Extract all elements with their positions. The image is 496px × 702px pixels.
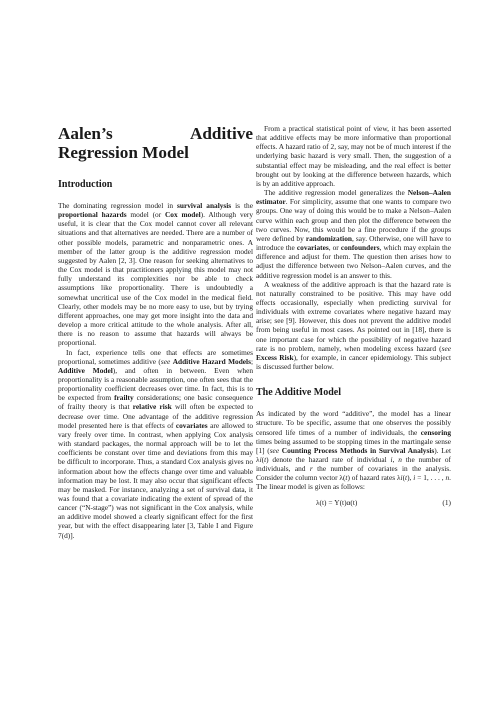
italic-text: r (309, 464, 313, 474)
bold-term: covariates (175, 420, 208, 430)
italic-text: t (405, 473, 408, 483)
text-run: The dominating regression model in (58, 201, 177, 210)
italic-text: t (345, 473, 348, 483)
section-heading-introduction: Introduction (58, 179, 113, 190)
text-run: ), and often in between. Even when proportionality is a reasonable assumption, one often sees that the proportionality coefficient decreases over time. In fact, this is to be expected from (58, 365, 253, 403)
bold-term: survival analysis (177, 201, 232, 210)
text-run: is the (231, 201, 253, 210)
bold-term: Additive Model (58, 365, 113, 375)
bold-term: confounders (340, 243, 380, 253)
paragraph (256, 280, 451, 372)
text-run: ). Although very useful, it is clear that the Cox model cannot cover all relevant situations and that alternatives are needed. There are a number of other possible models, parametric and nonparametric ones. A member of the latter group is the additive regression model suggested by Aalen [2, 3]. One reason for seeking alternatives to the Cox model is that practitioners applying this model may not fully understand its complexities nor be able to check assumptions like proportionality. There is undoubtedly a somewhat uncritical use of the Cox model in the medical field. Clearly, other models may be no more easy to use, but by trying different approaches, one may get more insight into the data and develop a more critical attitude to the whole analysis. After all, there is no reason to assume that hazards will always be proportional. (58, 210, 253, 348)
right-column (256, 124, 451, 507)
text-run: , or (328, 243, 341, 253)
bold-term: frailty (114, 393, 134, 403)
paragraph (256, 409, 451, 491)
text-run: , which may explain the difference and adjust for them. The question then arises how to adjust the difference between two Nelson–Aalen curves, and the additive regression model is an answer to this. (256, 243, 451, 280)
text-run: ; (250, 356, 254, 366)
section-heading-additive-model: The Additive Model (256, 387, 342, 399)
bold-term: Cox model (165, 210, 201, 220)
italic-text: i (259, 455, 262, 464)
text-run: . For simplicity, assume that one wants to compare two groups. One way of doing this would be to make a Nelson–Aalen curve within each group and then plot the difference between the two curves. Now, this would be a fine procedure if the groups were defined by (256, 197, 451, 243)
paragraph (256, 188, 451, 280)
italic-text: see (269, 445, 280, 455)
italic-text: n (398, 455, 402, 464)
equation-number: (1) (442, 497, 451, 507)
text-run: ), for example, in cancer epidemiology. This subject is discussed further below. (256, 352, 451, 372)
text-run: A weakness of the additive approach is that the hazard rate is not naturally constrained to be positive. This may have odd effects occasionally, especially when predicting survival for individuals with extreme covariates where negative hazard may arise; see [9]. However, this does not prevent the additive model from being useful in most cases. As pointed out in [18], there is one important case for which the possibility of negative hazard rate is no problem, namely, when modeling excess hazard ( (256, 279, 451, 353)
text-run: = 1, . . . , (415, 473, 446, 483)
text-run: , (392, 455, 399, 464)
paragraph (58, 201, 253, 348)
equation-body: λ(t) = Y(t)α(t) (316, 497, 358, 507)
bold-term: Counting Process Methods in Survival Analysis (281, 445, 435, 455)
equation (256, 498, 451, 507)
italic-text: i (390, 455, 393, 464)
text-run: the number of individuals, and (256, 455, 451, 474)
italic-text: see (160, 356, 171, 366)
left-column (58, 124, 253, 540)
text-run: considerations; one basic consequence of frailty theory is that (58, 393, 254, 412)
text-run: In fact, experience tells one that effects are sometimes proportional, sometimes additive ( (58, 347, 253, 366)
text-run: ( (402, 473, 406, 483)
text-run: . The linear model is given as follows: (256, 473, 451, 492)
bold-term: randomization (305, 233, 352, 243)
italic-text: i (400, 473, 403, 483)
text-run: The additive regression model generalizes the (264, 188, 408, 198)
text-run: ) denote the hazard rate of individual (266, 455, 391, 464)
text-run: ), (407, 473, 414, 483)
italic-text: see (441, 343, 451, 353)
text-run: times being assumed to be stopping times in the martingale sense [1] ( (256, 436, 451, 455)
italic-text: n (445, 473, 450, 483)
italic-text: i (413, 473, 416, 483)
text-run: As indicated by the word “additive”, the model has a linear structure. To be specific, assume that one observes the possibly censored life times of a number of individuals, the (256, 409, 451, 437)
text-run: ). Let λ (256, 445, 451, 464)
text-run: are allowed to vary freely over time. In contrast, when applying Cox analysis with standard packages, the normal approach will be to let the coefficients be constant over time and deviations from this may be difficult to incorporate. Thus, a standard Cox analysis gives no information about how the effects change over time and valuable information may be lost. It may also occur that significant effects may be masked. For instance, analyzing a set of survival data, it was found that a covariate indicating the extent of spread of the cancer (“N-stage”) was not significant in the Cox analysis, while an additive model showed a clearly significant effect for the first year, but with the effect disappearing later [3, Table I and Figure 7(d)]. (58, 420, 253, 540)
text-run: the number of covariates in the analysis. Consider the column vector λ( (256, 464, 451, 483)
text-run: ) of hazard rates λ (347, 473, 401, 483)
bold-term: Nelson–Aalen estimator (256, 188, 451, 207)
article-title: Aalen’s Additive Regression Model (58, 124, 253, 162)
text-run: , say. Otherwise, one will have to introduce the (256, 233, 452, 253)
text-run: will often be expected to decrease over time. One advantage of the additive regression model presented here is that effects of (58, 402, 254, 430)
bold-term: relative risk (132, 402, 172, 412)
bold-term: censoring (420, 427, 451, 437)
text-run: From a practical statistical point of view, it has been asserted that additive effects may be more informative than proportional effects. A hazard ratio of 2, say, may not be of much interest if the underlying basic hazard is very small. Then, the suggestion of a substantial effect may be misleading, and the real effect is better brought out by looking at the difference between hazards, which is by an additive approach. (256, 124, 451, 188)
bold-term: covariates (296, 243, 329, 253)
text-run: ( (261, 455, 265, 464)
bold-term: Excess Risk (256, 352, 294, 362)
text-run: model (or (126, 210, 165, 220)
italic-text: t (264, 455, 267, 464)
bold-term: proportional hazards (58, 210, 127, 220)
bold-term: Additive Hazard Models (172, 356, 251, 366)
paragraph (58, 348, 253, 540)
paragraph (256, 124, 451, 188)
